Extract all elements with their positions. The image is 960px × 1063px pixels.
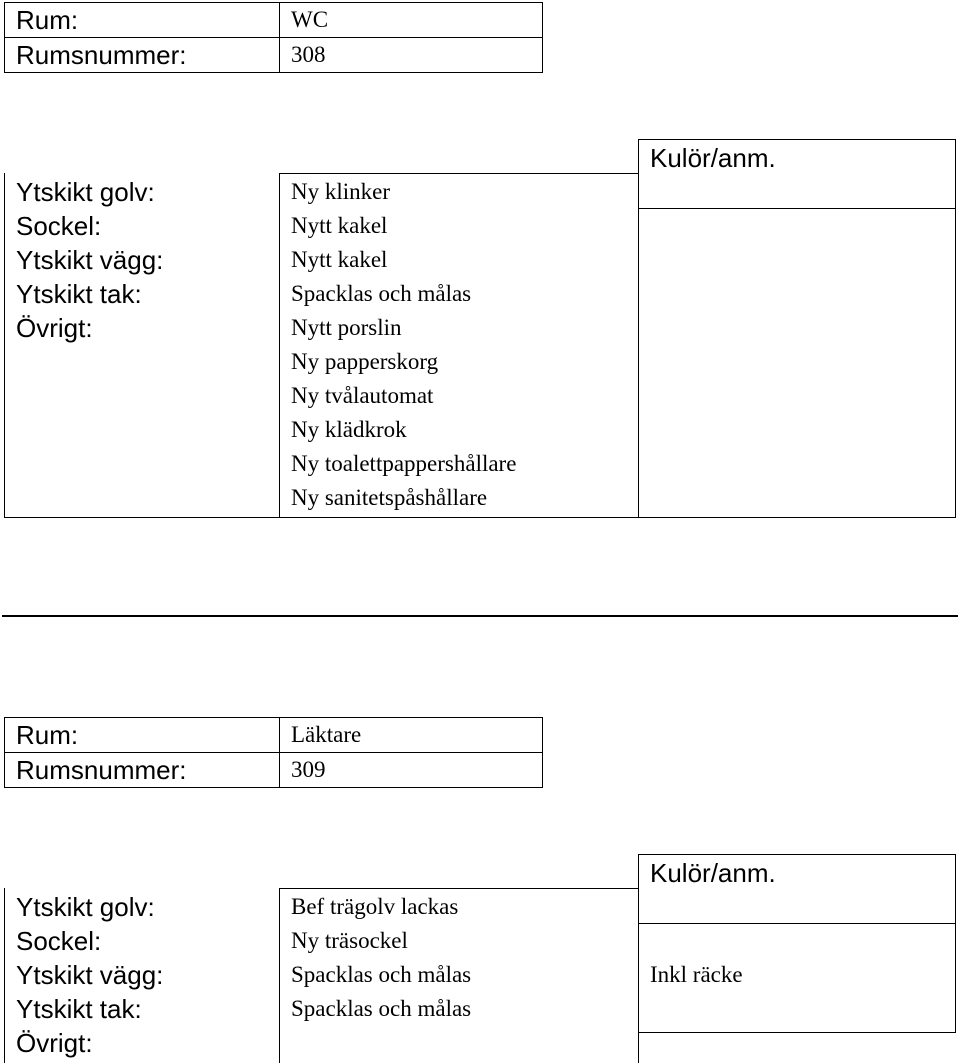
row-value: Nytt kakel [291,213,388,238]
row-value: Ny toalettpappershållare [291,451,517,476]
row-value: Ny klädkrok [291,417,407,442]
row-label: Ytskikt golv: [16,177,155,207]
row-value: Ny papperskorg [291,349,439,374]
row-label: Ytskikt vägg: [16,245,164,275]
row-value: Nytt porslin [291,315,402,340]
row-label: Övrigt: [16,1028,93,1058]
room-number-value: 308 [291,42,326,67]
row-label: Ytskikt tak: [16,994,142,1024]
row-value: Ny klinker [291,179,391,204]
row-value: Nytt kakel [291,247,388,272]
section-divider [2,615,958,617]
room-number-label: Rumsnummer: [16,755,187,785]
room-name-value: WC [291,7,329,32]
room-name-label: Rum: [16,5,79,35]
row-label: Övrigt: [16,313,93,343]
row-label: Sockel: [16,211,102,241]
room-number-value: 309 [291,757,326,782]
kulor-body-cell [638,208,956,518]
row-label: Sockel: [16,926,102,956]
row-value: Spacklas och målas [291,996,472,1021]
room-name-label: Rum: [16,720,79,750]
row-value: Bef trägolv lackas [291,894,459,919]
row-label: Ytskikt vägg: [16,960,164,990]
room-number-label: Rumsnummer: [16,40,187,70]
row-value: Ny träsockel [291,928,408,953]
row-value: Ny sanitetspåshållare [291,485,488,510]
row-value: Ny tvålautomat [291,383,434,408]
row-label: Ytskikt tak: [16,279,142,309]
row-value: Spacklas och målas [291,281,472,306]
row-label: Ytskikt golv: [16,892,155,922]
kulor-header: Kulör/anm. [650,143,776,173]
row-value: Spacklas och målas [291,962,472,987]
row-note: Inkl räcke [650,962,743,987]
kulor-header: Kulör/anm. [650,858,776,888]
room-name-value: Läktare [291,722,362,747]
